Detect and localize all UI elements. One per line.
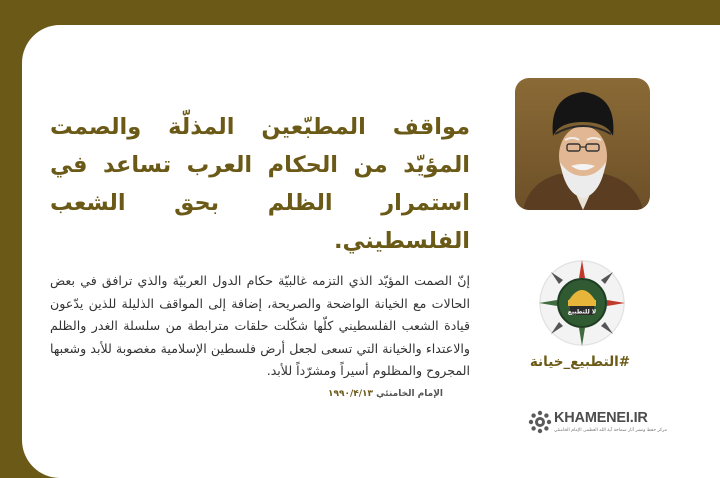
quote-headline: مواقف المطبّعين المذلّة والصمت المؤيّد من الحكام العرب تساعد في استمرار الظلم بحق الشعب الفلسطيني. <box>50 114 470 254</box>
portrait-illustration <box>515 78 650 210</box>
khamenei-logo[interactable] <box>528 408 668 436</box>
emblem-icon <box>537 258 627 348</box>
quote-body: إنّ الصمت المؤيّد الذي التزمه غالبيّة حكام الدول العربيّة والذي ترافق في بعض الحالات مع الخيانة الواضحة والصريحة، إضافة إلى المواقف الذليلة للذين يدّعون قيادة الشعب الفلسطيني كلّها شكّلت حلقات مترابطة من سلسلة الغدر والظلم والاعتداء والخيانة التي تسعى لجعل أرض فلسطين الإسلامية مغصوبة للأبد وشعبها المجروح والمظلوم أسيراً ومشرّداً للأبد. <box>50 273 470 379</box>
quote-author: الإمام الخامنئي <box>376 389 443 399</box>
logo-subtext: مركز حفظ ونشر آثار سماحة آية الله العظمى الإمام الخامنئي <box>554 428 668 433</box>
quote-text-column <box>50 108 470 383</box>
logo-star-icon <box>528 410 552 434</box>
quote-date: ۱۹۹۰/۴/۱۳ <box>328 389 374 399</box>
logo-text: KHAMENEI.IR <box>554 410 648 426</box>
hashtag-label[interactable]: #التطبيع_خيانة <box>529 354 631 370</box>
emblem-text: لا للتطبيع <box>567 308 597 316</box>
anti-normalization-emblem <box>537 258 627 348</box>
portrait-photo <box>515 78 650 210</box>
